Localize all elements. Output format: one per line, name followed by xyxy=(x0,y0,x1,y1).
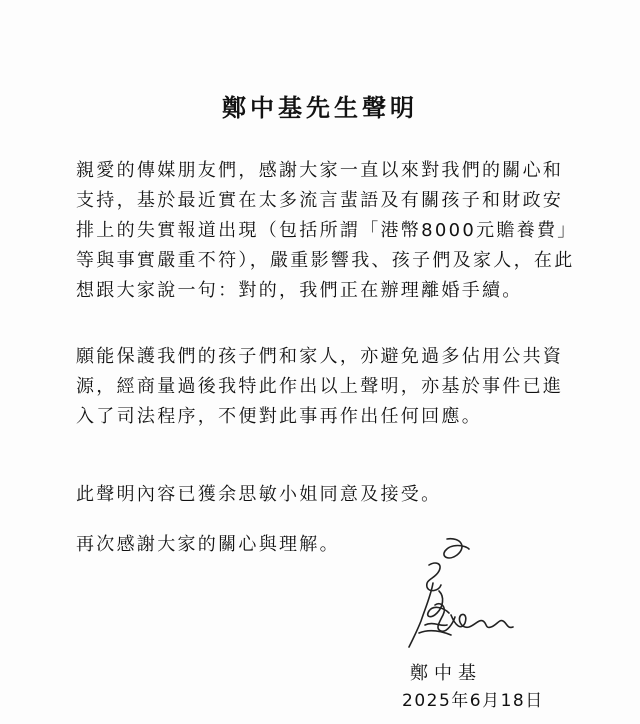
paragraph-3: 此聲明內容已獲余思敏小姐同意及接受。 xyxy=(76,484,442,505)
paragraph-1: 親愛的傳媒朋友們，感謝大家一直以來對我們的關心和支持，基於最近實在太多流言蜚語及有關孩子和財政安排上的失實報道出現（包括所謂「港幣8000元贍養費」等與事實嚴重不符），嚴重影響我、孩子們及家人，在此想跟大家說一句：對的，我們正在辦理離婚手續。 xyxy=(76,160,578,301)
paragraph-2: 願能保護我們的孩子們和家人，亦避免過多佔用公共資源，經商量過後我特此作出以上聲明，亦基於事件已進入了司法程序，不便對此事再作出任何回應。 xyxy=(76,346,564,427)
paragraph-4: 再次感謝大家的關心與理解。 xyxy=(76,534,340,555)
handwritten-signature xyxy=(395,535,525,655)
statement-date: 2025年6月18日 xyxy=(402,691,544,711)
signatory-name: 鄭中基 xyxy=(410,663,482,684)
document-title: 鄭中基先生聲明 xyxy=(222,94,418,122)
